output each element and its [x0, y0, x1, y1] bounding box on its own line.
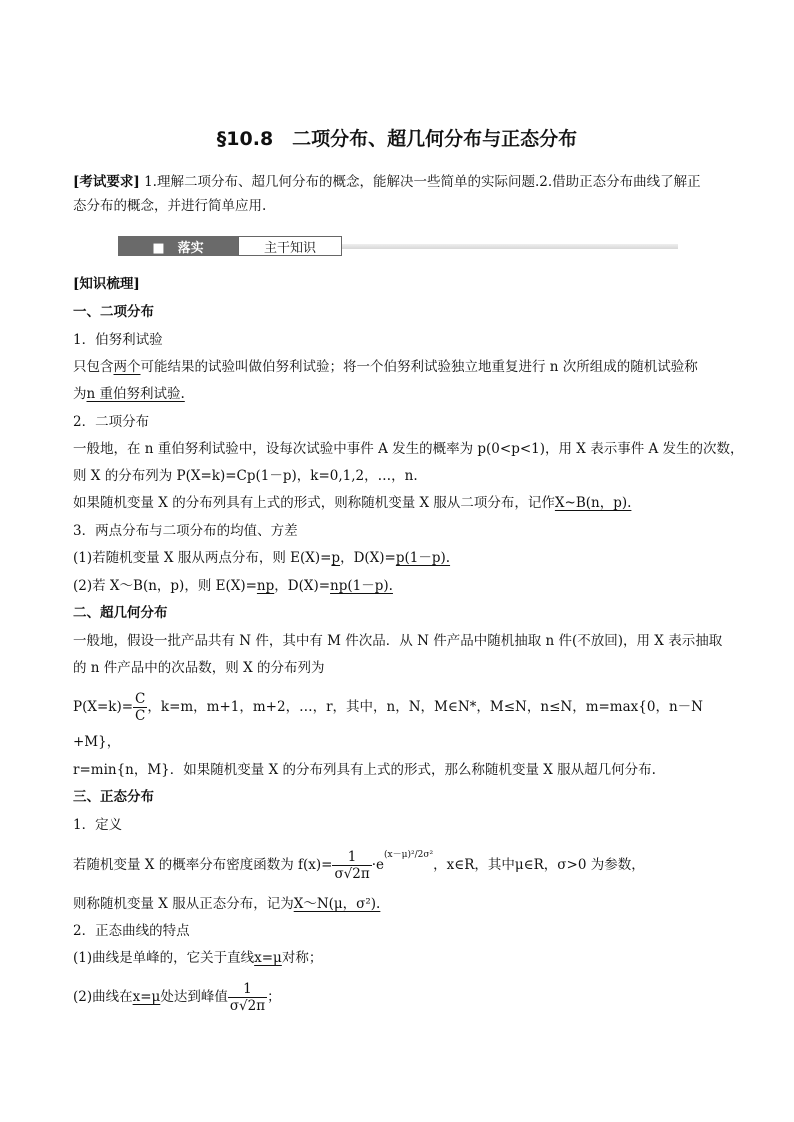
- hyper-fraction: [133, 691, 147, 724]
- binomial-heading: 一、二项分布: [73, 304, 154, 320]
- text: ·e: [371, 857, 385, 873]
- text: (1－p): [255, 468, 297, 484]
- blank-answer: X～N(μ，σ²).: [293, 896, 381, 912]
- text: 为: [73, 386, 87, 402]
- banner-light: 主干知识: [238, 236, 342, 256]
- hyper-line-4: +M}，: [73, 734, 121, 750]
- hypergeometric-heading: 二、超几何分布: [73, 605, 168, 621]
- blank-answer: x=μ: [254, 950, 282, 966]
- text: ，x∈R，其中μ∈R，σ>0 为参数，: [433, 857, 645, 873]
- blank-answer: p(1－p).: [395, 550, 451, 566]
- normal-heading: 三、正态分布: [73, 789, 154, 805]
- blank-answer: np: [256, 578, 275, 594]
- text: ，D(X)=: [340, 550, 396, 566]
- text: (2)曲线在: [73, 989, 133, 1005]
- page-title: §10.8 二项分布、超几何分布与正态分布: [216, 128, 578, 150]
- banner-dark: ■ 落实: [118, 236, 238, 256]
- peak-fraction: [228, 981, 267, 1014]
- requirement-label: [考试要求]: [73, 174, 140, 190]
- text: ，k=0,1,2，…，n.: [296, 468, 418, 484]
- text: p: [246, 468, 256, 484]
- normal-def-line-2: [73, 894, 733, 914]
- text: (2)若 X～B(n，p)，则 E(X)=: [73, 578, 257, 594]
- text: 可能结果的试验叫做伯努利试验；将一个伯努利试验独立地重复进行 n 次所组成的随机试验称: [140, 359, 698, 375]
- blank-answer: p: [331, 550, 341, 566]
- curve-line-1: [73, 948, 733, 968]
- mean-var-heading: 3．两点分布与二项分布的均值、方差: [73, 523, 298, 539]
- fraction-denominator: σ√2π: [334, 866, 370, 882]
- requirement-line-1: [73, 172, 733, 192]
- hyper-line-1: 一般地，假设一批产品共有 N 件，其中有 M 件次品．从 N 件产品中随机抽取 n 件(不放回)，用 X 表示抽取: [73, 633, 723, 649]
- text: ，D(X)=: [274, 578, 331, 594]
- fraction-numerator: 1: [228, 981, 267, 998]
- bernoulli-heading: 1．伯努利试验: [73, 332, 163, 348]
- binomial-sub-heading: 2．二项分布: [73, 414, 150, 430]
- text: (1)曲线是单峰的，它关于直线: [73, 950, 255, 966]
- blank-answer: n 重伯努利试验.: [86, 386, 185, 402]
- mean-var-line-2: [73, 576, 733, 596]
- text: ；: [267, 989, 281, 1005]
- hyper-line-5: r=min{n，M}．如果随机变量 X 的分布列具有上式的形式，那么称随机变量 X 服从超几何分布.: [73, 762, 656, 778]
- section-banner: [118, 236, 678, 256]
- curve-line-2: [73, 980, 733, 1014]
- text: (1)若随机变量 X 服从两点分布，则 E(X)=: [73, 550, 332, 566]
- bernoulli-line-2: [73, 384, 733, 404]
- text: 则 X 的分布列为 P(X=k)=C: [73, 468, 247, 484]
- fraction-numerator: 1: [332, 849, 371, 866]
- binomial-line-3: [73, 493, 733, 513]
- binomial-line-2: [73, 466, 733, 486]
- bernoulli-line-1: [73, 357, 733, 377]
- text: P(X=k)=: [73, 699, 134, 715]
- blank-answer: x=μ: [132, 989, 161, 1005]
- hyper-line-2: 的 n 件产品中的次品数，则 X 的分布列为: [73, 660, 325, 676]
- blank-answer: np(1－p).: [330, 578, 393, 594]
- knowledge-heading: [知识梳理]: [73, 276, 140, 292]
- curve-heading: 2．正态曲线的特点: [73, 923, 190, 939]
- binomial-line-1: 一般地，在 n 重伯努利试验中，设每次试验中事件 A 发生的概率为 p(0<p<1)，用 X 表示事件 A 发生的次数，: [73, 441, 744, 457]
- text: 如果随机变量 X 的分布列具有上式的形式，则称随机变量 X 服从二项分布，记作: [73, 495, 555, 511]
- mean-var-line-1: [73, 548, 733, 568]
- fraction-denominator: σ√2π: [229, 998, 266, 1014]
- normal-def-line-1: [73, 848, 733, 884]
- blank-answer: X~B(n，p).: [554, 495, 632, 511]
- text: 则称随机变量 X 服从正态分布，记为: [73, 896, 294, 912]
- text: 若随机变量 X 的概率分布密度函数为 f(x)=: [73, 857, 333, 873]
- requirement-text-1: 1.理解二项分布、超几何分布的概念，能解决一些简单的实际问题.2.借助正态分布曲线了解正: [144, 174, 701, 190]
- requirement-line-2: 态分布的概念，并进行简单应用.: [73, 198, 267, 214]
- text: 对称；: [281, 950, 323, 966]
- fraction-denominator: C: [135, 708, 146, 724]
- hyper-formula-line: [73, 690, 733, 724]
- banner-rule: [342, 244, 678, 249]
- blank-answer: 两个: [113, 359, 141, 375]
- text: 只包含: [73, 359, 114, 375]
- text: 处达到峰值: [160, 989, 228, 1005]
- fraction-numerator: C: [135, 691, 146, 707]
- density-fraction: [332, 849, 371, 882]
- normal-def-heading: 1．定义: [73, 817, 123, 833]
- exponent: (x－μ)²/2σ²: [384, 850, 434, 860]
- text: ，k=m，m+1，m+2，…，r，其中，n，N，M∈N*，M≤N，n≤N，m=max{0，n－N: [147, 699, 703, 715]
